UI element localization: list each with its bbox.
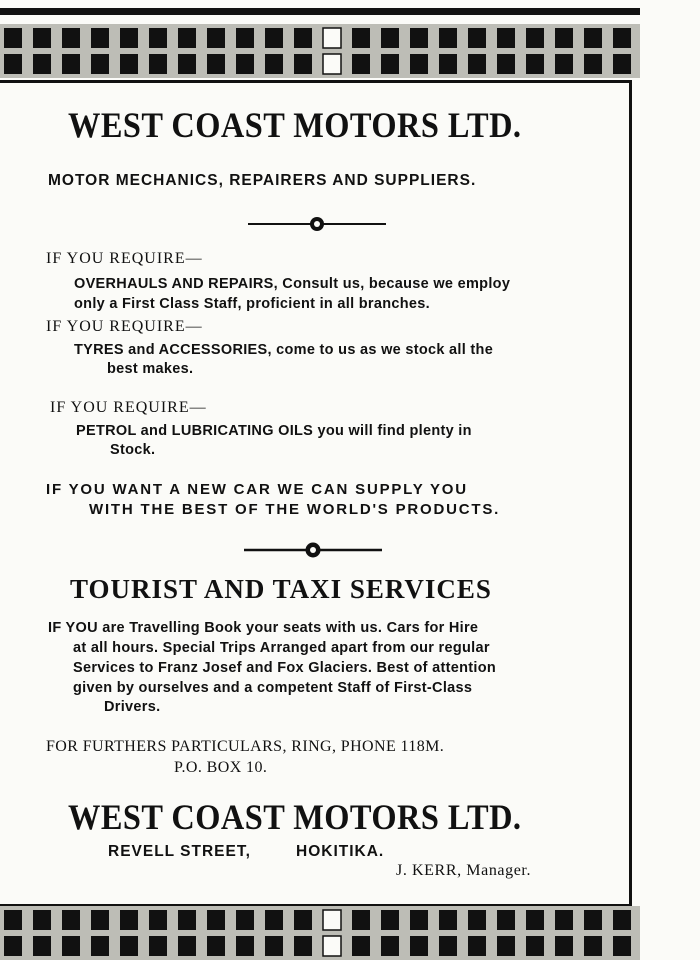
border-square: [265, 910, 283, 930]
border-square: [381, 54, 399, 74]
border-square: [352, 910, 370, 930]
section1-line2: only a First Class Staff, proficient in all branches.: [74, 296, 430, 312]
border-square: [439, 54, 457, 74]
ornament-divider: [242, 540, 384, 560]
border-square: [294, 54, 312, 74]
border-square: [410, 54, 428, 74]
border-square: [62, 936, 80, 956]
border-square: [352, 936, 370, 956]
contact-po-box: P.O. BOX 10.: [174, 759, 268, 776]
top-rule: [0, 8, 640, 15]
border-square: [584, 910, 602, 930]
border-square: [381, 28, 399, 48]
section2-line2: best makes.: [107, 361, 194, 377]
border-square: [207, 54, 225, 74]
border-square: [62, 910, 80, 930]
top-border-rule: [0, 80, 632, 83]
border-square: [62, 54, 80, 74]
border-square: [149, 910, 167, 930]
border-square: [613, 936, 631, 956]
border-square: [439, 28, 457, 48]
border-square: [236, 28, 254, 48]
border-square: [236, 910, 254, 930]
new-car-line1: IF YOU WANT A NEW CAR WE CAN SUPPLY YOU: [46, 481, 468, 498]
border-square: [526, 936, 544, 956]
border-square: [555, 54, 573, 74]
border-square: [468, 936, 486, 956]
border-square: [555, 28, 573, 48]
border-square: [178, 54, 196, 74]
border-square: [265, 936, 283, 956]
border-square: [178, 910, 196, 930]
border-square: [91, 28, 109, 48]
tourist-line5: Drivers.: [104, 699, 161, 715]
section3-lead: IF YOU REQUIRE—: [50, 399, 207, 416]
border-square: [120, 910, 138, 930]
border-square: [497, 28, 515, 48]
border-square: [265, 28, 283, 48]
border-square: [91, 54, 109, 74]
bottom-decorative-border: [0, 906, 640, 960]
border-square: [410, 936, 428, 956]
border-square: [381, 910, 399, 930]
border-square: [120, 54, 138, 74]
section2-line1: TYRES and ACCESSORIES, come to us as we stock all the: [74, 342, 494, 358]
border-square: [584, 28, 602, 48]
border-square: [352, 54, 370, 74]
border-square: [439, 936, 457, 956]
border-square: [4, 936, 22, 956]
section1-line1: OVERHAULS AND REPAIRS, Consult us, because we employ: [74, 276, 511, 292]
address-town: HOKITIKA.: [296, 843, 385, 860]
border-square: [149, 54, 167, 74]
border-square: [294, 910, 312, 930]
border-square: [33, 28, 51, 48]
border-square: [468, 910, 486, 930]
border-square: [91, 910, 109, 930]
border-square: [236, 54, 254, 74]
border-square: [207, 28, 225, 48]
border-square: [526, 28, 544, 48]
border-square: [149, 28, 167, 48]
border-square: [497, 936, 515, 956]
border-square: [323, 54, 341, 74]
border-square: [120, 28, 138, 48]
border-square: [207, 936, 225, 956]
border-square: [468, 54, 486, 74]
border-square: [265, 54, 283, 74]
tourist-line2: at all hours. Special Trips Arranged apart from our regular: [73, 640, 490, 656]
border-square: [91, 936, 109, 956]
border-square: [439, 910, 457, 930]
border-square: [33, 910, 51, 930]
border-square: [613, 910, 631, 930]
section1-lead: IF YOU REQUIRE—: [46, 250, 203, 267]
tourist-line4: given by ourselves and a competent Staff of First-Class: [73, 680, 473, 696]
border-square: [33, 936, 51, 956]
border-square: [497, 910, 515, 930]
border-square: [584, 54, 602, 74]
border-square: [120, 936, 138, 956]
border-square: [410, 910, 428, 930]
border-square: [468, 28, 486, 48]
border-square: [178, 936, 196, 956]
address-street: REVELL STREET,: [108, 843, 251, 860]
section3-line2: Stock.: [110, 442, 156, 458]
border-square: [294, 28, 312, 48]
border-square: [613, 54, 631, 74]
ornament-divider: [246, 214, 388, 234]
border-square: [294, 936, 312, 956]
top-decorative-border: [0, 24, 640, 78]
border-square: [526, 54, 544, 74]
border-square: [555, 910, 573, 930]
border-square: [613, 28, 631, 48]
manager-signature: J. KERR, Manager.: [396, 862, 532, 879]
border-square: [410, 28, 428, 48]
border-square: [381, 936, 399, 956]
border-square: [323, 936, 341, 956]
border-square: [236, 936, 254, 956]
border-square: [323, 28, 341, 48]
border-square: [323, 910, 341, 930]
border-square: [497, 54, 515, 74]
section3-line1: PETROL and LUBRICATING OILS you will find plenty in: [76, 423, 472, 439]
border-square: [149, 936, 167, 956]
border-square: [178, 28, 196, 48]
section2-lead: IF YOU REQUIRE—: [46, 318, 203, 335]
company-name-footer: WEST COAST MOTORS LTD.: [68, 797, 522, 837]
border-square: [4, 28, 22, 48]
tourist-line3: Services to Franz Josef and Fox Glaciers. Best of attention: [73, 660, 497, 676]
border-square: [584, 936, 602, 956]
border-square: [207, 910, 225, 930]
border-square: [4, 54, 22, 74]
right-border-rule: [629, 82, 632, 904]
tourist-line1: IF YOU are Travelling Book your seats with us. Cars for Hire: [48, 620, 479, 636]
contact-phone: FOR FURTHERS PARTICULARS, RING, PHONE 118M.: [46, 738, 445, 755]
new-car-line2: WITH THE BEST OF THE WORLD'S PRODUCTS.: [89, 501, 501, 518]
border-square: [352, 28, 370, 48]
border-square: [4, 910, 22, 930]
border-square: [526, 910, 544, 930]
tourist-heading: TOURIST AND TAXI SERVICES: [70, 574, 492, 604]
border-square: [555, 936, 573, 956]
tagline: MOTOR MECHANICS, REPAIRERS AND SUPPLIERS.: [48, 172, 477, 189]
border-square: [62, 28, 80, 48]
border-square: [33, 54, 51, 74]
company-name-heading: WEST COAST MOTORS LTD.: [68, 105, 522, 145]
